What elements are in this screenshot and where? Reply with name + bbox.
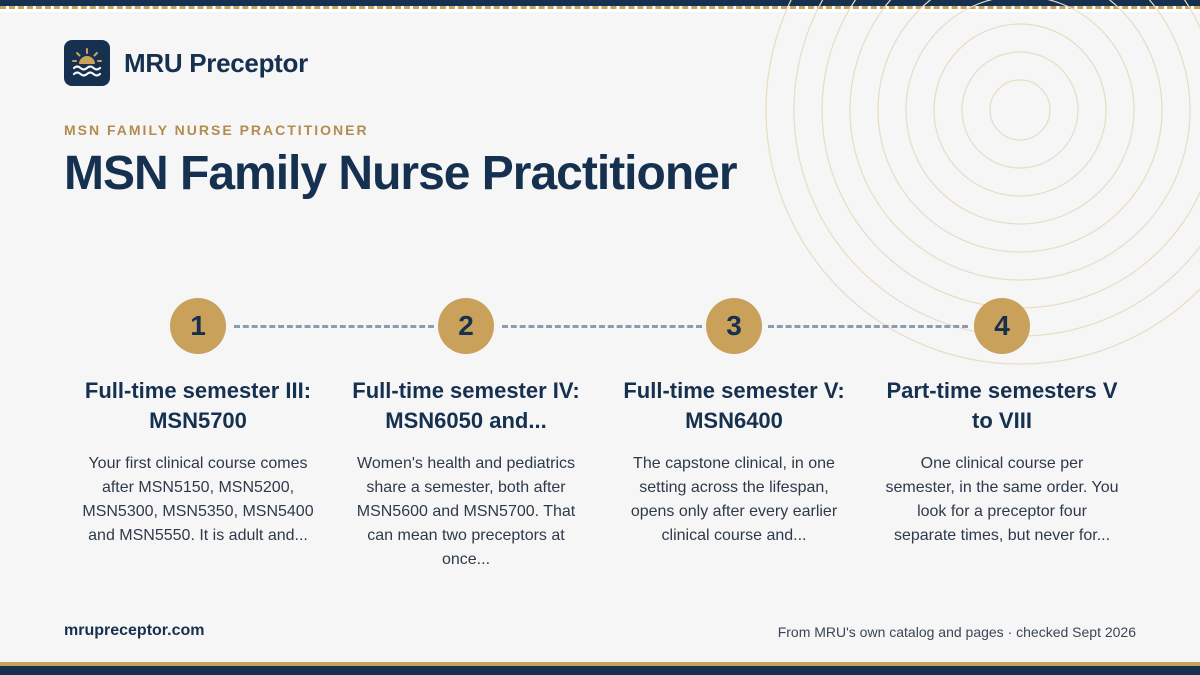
bottom-accent-bar	[0, 662, 1200, 675]
step-description: One clinical course per semester, in the same order. You look for a preceptor four separate times, but never for...	[885, 455, 1119, 544]
step-title: Part-time semesters V to VIII	[886, 378, 1118, 433]
step-number-badge: 2	[438, 298, 494, 354]
step-1	[68, 298, 328, 548]
brand-name: MRU Preceptor	[124, 47, 308, 78]
step-3	[604, 298, 864, 548]
step-title: Full-time semester III: MSN5700	[84, 378, 312, 433]
sunrise-waves-icon	[64, 40, 110, 86]
step-title: Full-time semester IV: MSN6050 and...	[352, 378, 580, 433]
footer-source-note: From MRU's own catalog and pages · checked Sept 2026	[777, 624, 1136, 640]
step-description: Your first clinical course comes after MSN5150, MSN5200, MSN5300, MSN5350, MSN5400 and MSN5550. It is adult and...	[82, 455, 314, 544]
step-description: Women's health and pediatrics share a semester, both after MSN5600 and MSN5700. That can mean two preceptors at once...	[356, 455, 576, 568]
page-title: MSN Family Nurse Practitioner	[64, 147, 737, 200]
step-description: The capstone clinical, in one setting across the lifespan, opens only after every earlier clinical course and...	[630, 455, 838, 544]
step-title: Full-time semester V: MSN6400	[623, 378, 845, 433]
brand[interactable]	[64, 40, 308, 86]
step-number-badge: 3	[706, 298, 762, 354]
step-4	[872, 298, 1132, 548]
eyebrow-label: MSN FAMILY NURSE PRACTITIONER	[64, 122, 369, 138]
step-number-badge: 1	[170, 298, 226, 354]
step-number-badge: 4	[974, 298, 1030, 354]
footer-website-link[interactable]: mrupreceptor.com	[64, 622, 205, 639]
step-2	[336, 298, 596, 568]
